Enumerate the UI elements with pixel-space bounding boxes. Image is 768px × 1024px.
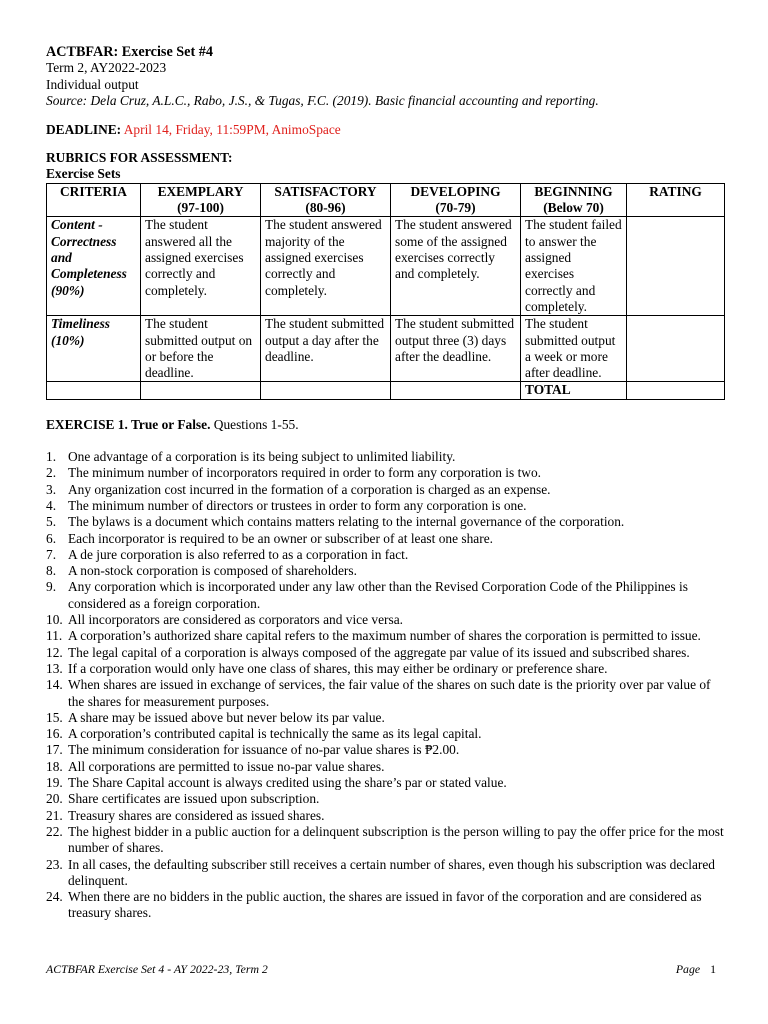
term-line: Term 2, AY2022-2023 <box>46 60 167 76</box>
item-text: Share certificates are issued upon subscription. <box>68 791 320 807</box>
item-number: 19. <box>46 775 63 791</box>
list-item <box>46 645 726 661</box>
true-false-list <box>46 449 726 922</box>
item-text: One advantage of a corporation is its being subject to unlimited liability. <box>68 449 456 465</box>
item-text: When shares are issued in exchange of services, the fair value of the shares on such date is the priority over par value of the shares for measurement purposes. <box>68 677 711 709</box>
empty-cell <box>47 382 141 399</box>
total-label: TOTAL <box>521 382 627 399</box>
footer-course-label: ACTBFAR Exercise Set 4 - AY 2022-23, Term 2 <box>46 962 268 976</box>
rubric-row-timeliness <box>47 316 725 382</box>
item-number: 3. <box>46 481 57 497</box>
beginning-cell: The student submitted output a week or more after deadline. <box>521 316 627 382</box>
exercise-heading-bold: EXERCISE 1. True or False. <box>46 416 211 432</box>
item-text: The minimum number of incorporators required in order to form any corporation is two. <box>68 465 542 481</box>
item-text: Each incorporator is required to be an owner or subscriber of at least one share. <box>68 530 493 546</box>
item-number: 22. <box>46 823 63 839</box>
item-text: A de jure corporation is also referred to as a corporation in fact. <box>68 546 409 562</box>
item-number: 1. <box>46 449 57 465</box>
column-header-developing: DEVELOPING (70-79) <box>391 183 521 217</box>
item-text: A corporation’s authorized share capital refers to the maximum number of shares the corporation is permitted to issue. <box>68 628 701 644</box>
item-number: 16. <box>46 726 63 742</box>
item-number: 2. <box>46 465 57 481</box>
list-item <box>46 482 726 498</box>
list-item <box>46 498 726 514</box>
rating-cell <box>627 316 725 382</box>
rating-cell <box>627 217 725 316</box>
list-item <box>46 889 726 922</box>
column-header-criteria: CRITERIA <box>47 183 141 217</box>
satisfactory-cell: The student answered majority of the assigned exercises correctly and completely. <box>261 217 391 316</box>
page-footer <box>46 962 716 977</box>
exercise-heading <box>46 417 726 433</box>
footer-page-number: 1 <box>710 962 716 976</box>
list-item <box>46 759 726 775</box>
list-item <box>46 857 726 890</box>
rubric-header-row <box>47 183 725 217</box>
empty-cell <box>391 382 521 399</box>
item-text: The minimum consideration for issuance of no-par value shares is ₱2.00. <box>68 742 460 758</box>
document-page <box>46 44 726 922</box>
list-item <box>46 824 726 857</box>
item-text: A share may be issued above but never below its par value. <box>68 709 385 725</box>
item-text: A non-stock corporation is composed of shareholders. <box>68 563 357 579</box>
exemplary-cell: The student submitted output on or before the deadline. <box>141 316 261 382</box>
column-header-rating: RATING <box>627 183 725 217</box>
document-title: ACTBFAR: Exercise Set #4 <box>46 44 213 60</box>
total-rating-cell <box>627 382 725 399</box>
rubric-total-row <box>47 382 725 399</box>
item-text: Any organization cost incurred in the formation of a corporation is charged as an expense. <box>68 481 551 497</box>
item-text: The bylaws is a document which contains matters relating to the internal governance of the corporation. <box>68 514 625 530</box>
source-line: Source: Dela Cruz, A.L.C., Rabo, J.S., & Tugas, F.C. (2019). Basic financial accounting and reporting. <box>46 93 599 109</box>
list-item <box>46 563 726 579</box>
item-text: In all cases, the defaulting subscriber still receives a certain number of shares, even though his subscription was declared delinquent. <box>68 856 716 888</box>
item-number: 14. <box>46 677 63 693</box>
criteria-cell: Content - Correctness and Completeness (90%) <box>47 217 141 316</box>
list-item <box>46 808 726 824</box>
item-number: 6. <box>46 530 57 546</box>
list-item <box>46 579 726 612</box>
deadline-line <box>46 122 726 138</box>
item-number: 13. <box>46 660 63 676</box>
criteria-cell: Timeliness (10%) <box>47 316 141 382</box>
footer-page-label: Page <box>675 962 701 976</box>
rubric-table <box>46 183 725 400</box>
item-number: 17. <box>46 742 63 758</box>
footer-page <box>676 962 716 977</box>
item-text: Treasury shares are considered as issued shares. <box>68 807 325 823</box>
rubrics-heading: RUBRICS FOR ASSESSMENT: <box>46 150 233 166</box>
list-item <box>46 791 726 807</box>
list-item <box>46 661 726 677</box>
list-item <box>46 449 726 465</box>
list-item <box>46 677 726 710</box>
item-number: 7. <box>46 546 57 562</box>
output-type-line: Individual output <box>46 76 139 92</box>
item-text: Any corporation which is incorporated under any law other than the Revised Corporation Code of the Philippines is considered as a foreign corporation. <box>68 579 688 611</box>
list-item <box>46 465 726 481</box>
item-number: 10. <box>46 612 63 628</box>
rubrics-subheading: Exercise Sets <box>46 166 121 182</box>
list-item <box>46 612 726 628</box>
exercise-heading-rest: Questions 1-55. <box>210 416 299 432</box>
item-number: 8. <box>46 563 57 579</box>
list-item <box>46 726 726 742</box>
item-number: 9. <box>46 579 57 595</box>
item-number: 21. <box>46 807 63 823</box>
item-number: 4. <box>46 498 57 513</box>
item-text: A corporation’s contributed capital is technically the same as its legal capital. <box>68 726 482 742</box>
column-header-satisfactory: SATISFACTORY (80-96) <box>261 183 391 217</box>
list-item <box>46 531 726 547</box>
developing-cell: The student answered some of the assigned exercises correctly and completely. <box>391 217 521 316</box>
item-text: The Share Capital account is always credited using the share’s par or stated value. <box>68 775 507 791</box>
item-number: 20. <box>46 791 63 807</box>
deadline-label: DEADLINE: <box>46 121 122 137</box>
list-item <box>46 775 726 791</box>
item-number: 5. <box>46 514 57 530</box>
list-item <box>46 742 726 758</box>
item-number: 12. <box>46 644 63 660</box>
list-item <box>46 628 726 644</box>
list-item <box>46 547 726 563</box>
developing-cell: The student submitted output three (3) days after the deadline. <box>391 316 521 382</box>
item-text: The highest bidder in a public auction for a delinquent subscription is the person willing to pay the offer price for the most number of shares. <box>68 823 724 856</box>
item-number: 15. <box>46 709 63 725</box>
item-text: When there are no bidders in the public auction, the shares are issued in favor of the corporation and are considered as treasury shares. <box>68 889 702 921</box>
list-item <box>46 514 726 530</box>
empty-cell <box>141 382 261 399</box>
item-number: 18. <box>46 758 63 774</box>
satisfactory-cell: The student submitted output a day after the deadline. <box>261 316 391 382</box>
item-number: 24. <box>46 889 63 905</box>
exemplary-cell: The student answered all the assigned exercises correctly and completely. <box>141 217 261 316</box>
empty-cell <box>261 382 391 399</box>
item-text: If a corporation would only have one class of shares, this may either be ordinary or preference share. <box>68 660 608 676</box>
item-number: 11. <box>46 628 63 644</box>
column-header-beginning: BEGINNING (Below 70) <box>521 183 627 217</box>
deadline-value: April 14, Friday, 11:59PM, AnimoSpace <box>123 121 341 137</box>
column-header-exemplary: EXEMPLARY (97-100) <box>141 183 261 217</box>
beginning-cell: The student failed to answer the assigned exercises correctly and completely. <box>521 217 627 316</box>
item-number: 23. <box>46 856 63 872</box>
item-text: The minimum number of directors or trustees in order to form any corporation is one. <box>68 498 527 513</box>
list-item <box>46 710 726 726</box>
item-text: All corporations are permitted to issue no-par value shares. <box>68 758 385 774</box>
item-text: All incorporators are considered as corporators and vice versa. <box>68 612 404 628</box>
item-text: The legal capital of a corporation is always composed of the aggregate par value of its issued and subscribed shares. <box>68 644 690 660</box>
rubric-row-content <box>47 217 725 316</box>
